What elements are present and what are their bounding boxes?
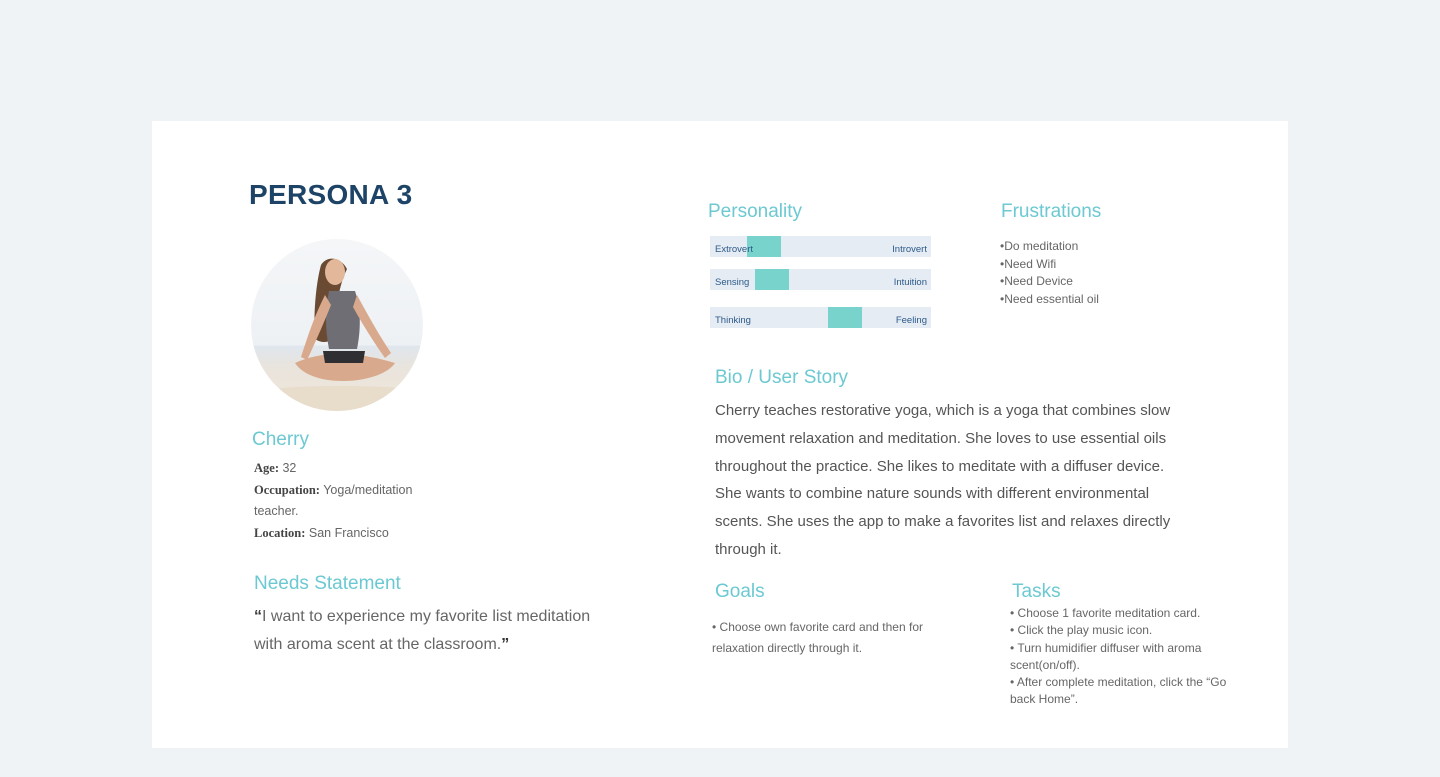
needs-text: I want to experience my favorite list meditation with aroma scent at the classroom.: [254, 608, 591, 653]
needs-statement: [254, 603, 614, 659]
page-title: PERSONA 3: [249, 179, 413, 210]
persona-name: Cherry: [252, 429, 310, 450]
list-item: •Do meditation: [1000, 239, 1079, 253]
list-item: •Need essential oil: [1000, 291, 1099, 306]
scale-left-label: Sensing: [715, 277, 750, 288]
goals-text: • Choose own favorite card and then for relaxation directly through it.: [712, 620, 923, 655]
list-item: • Click the play music icon.: [1010, 623, 1153, 638]
list-item: • After complete meditation, click the “Go back Home”.: [1010, 675, 1227, 707]
tasks-heading: Tasks: [1012, 581, 1061, 602]
goals-heading: Goals: [715, 581, 765, 602]
occupation-row: [254, 480, 454, 523]
bio-text: Cherry teaches restorative yoga, which is a yoga that combines slow movement relaxation and meditation. She loves to use essential oils throughout the practice. She likes to meditate with a diffuser device. She wants to combine nature sounds with different environmental scents. She uses the app to make a favorites list and relaxes directly through it.: [715, 402, 1171, 558]
list-item: •Need Device: [1000, 274, 1073, 288]
location-label: Location:: [254, 525, 306, 540]
occupation-label: Occupation:: [254, 482, 320, 497]
personality-scale: [710, 236, 931, 257]
scale-right-label: Feeling: [895, 315, 927, 326]
personality-scales: [710, 236, 931, 340]
location-row: [254, 523, 454, 545]
open-quote: “: [254, 608, 262, 625]
scale-left-label: Extrovert: [715, 244, 754, 255]
frustrations-heading: Frustrations: [1001, 201, 1102, 222]
persona-card: [152, 121, 1288, 748]
age-row: [254, 458, 454, 480]
scale-right-label: Intuition: [893, 277, 927, 288]
personality-scale: [710, 269, 931, 290]
tasks-list: [1010, 605, 1236, 709]
list-item: •Need Wifi: [1000, 256, 1057, 271]
frustrations-list: [1000, 238, 1170, 308]
close-quote: ”: [501, 636, 510, 653]
scale-marker: [755, 269, 789, 290]
personality-heading: Personality: [708, 201, 802, 222]
persona-photo: [251, 239, 423, 411]
age-value: 32: [282, 461, 297, 475]
scale-right-label: Introvert: [892, 244, 927, 255]
occupation-value: Yoga/meditation teacher.: [254, 482, 413, 518]
location-value: San Francisco: [308, 525, 389, 540]
list-item: • Turn humidifier diffuser with aroma scent(on/off).: [1010, 640, 1202, 672]
needs-heading: Needs Statement: [254, 573, 401, 594]
age-label: Age:: [254, 461, 279, 475]
bio-heading: Bio / User Story: [715, 367, 849, 388]
persona-details: [254, 458, 454, 544]
list-item: • Choose 1 favorite meditation card.: [1010, 606, 1201, 620]
personality-scale: [710, 307, 931, 328]
scale-left-label: Thinking: [715, 315, 751, 326]
scale-marker: [828, 307, 862, 328]
